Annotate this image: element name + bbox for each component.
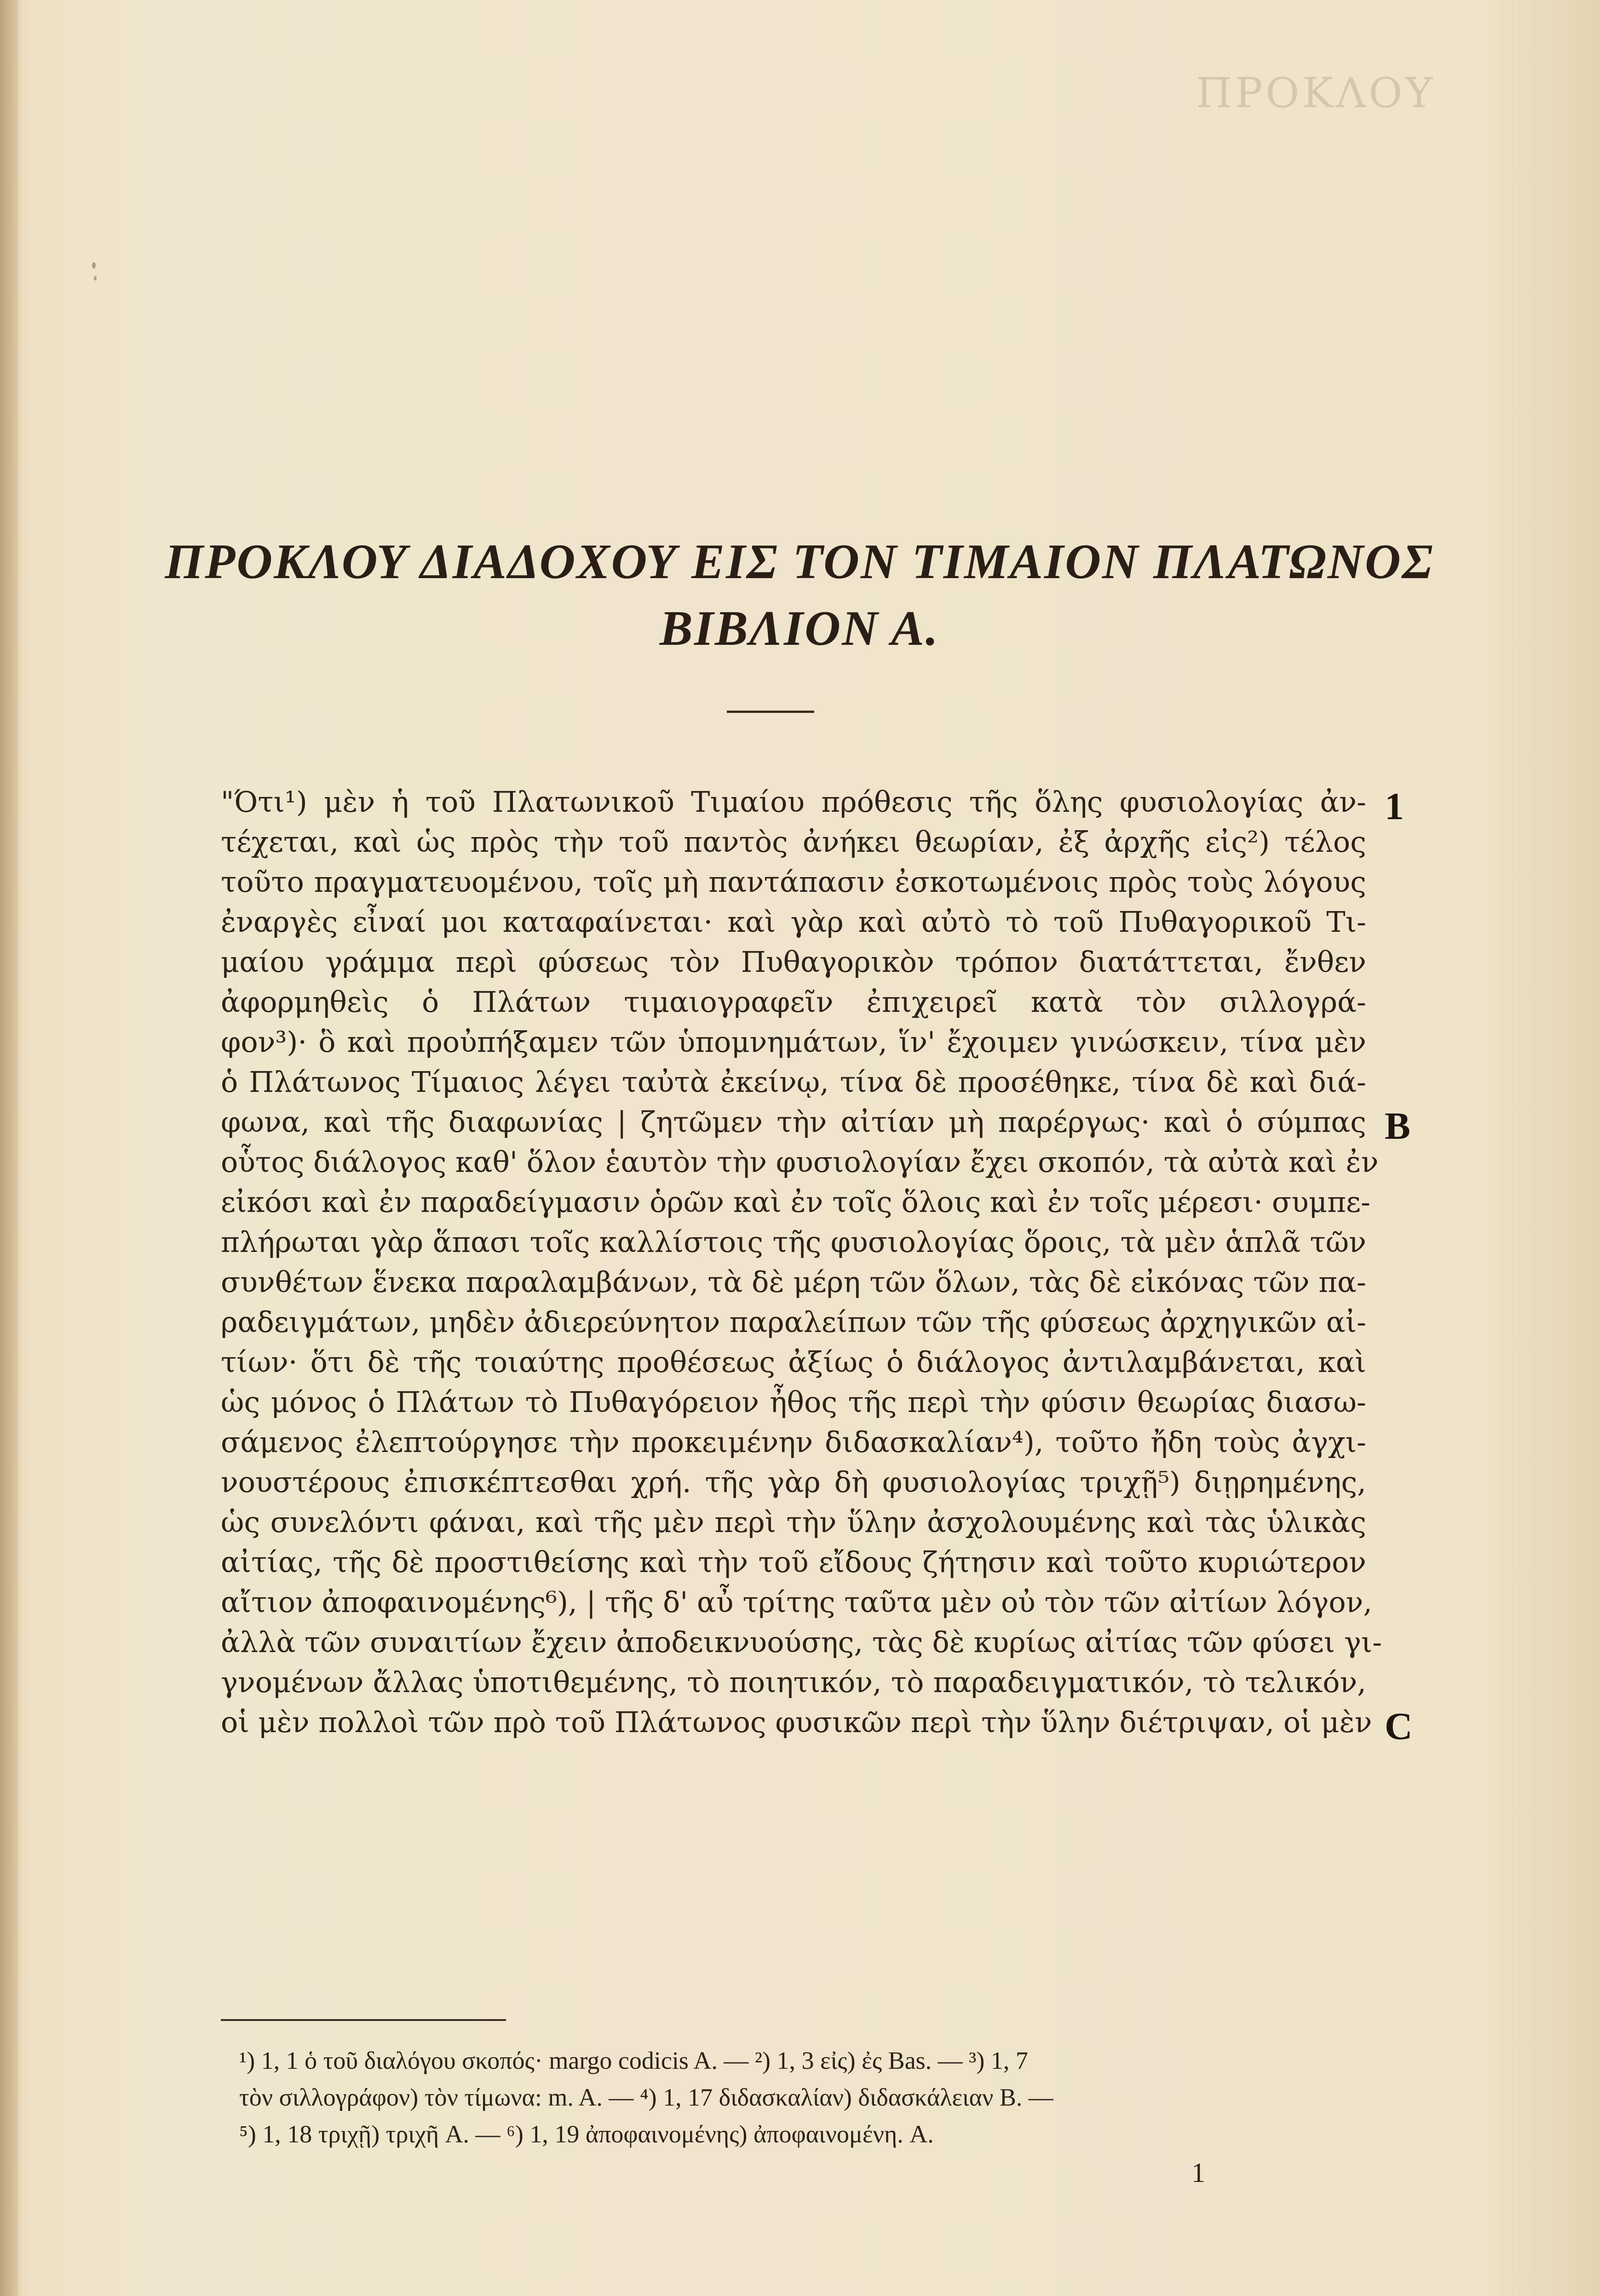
main-text bbox=[221, 782, 1382, 1742]
text-line: ὡς συνελόντι φάναι, καὶ τῆς μὲν περὶ τὴν ὕλην ἀσχολουμένης καὶ τὰς ὑλικὰς bbox=[221, 1505, 1366, 1539]
text-line: ἀφορμηθεὶς ὁ Πλάτων τιμαιογραφεῖν ἐπιχειρεῖ κατὰ τὸν σιλλογρά- bbox=[221, 985, 1366, 1019]
text-line: εἰκόσι καὶ ἐν παραδείγμασιν ὁρῶν καὶ ἐν τοῖς ὅλοις καὶ ἐν τοῖς μέρεσι· συμπε- bbox=[221, 1185, 1371, 1219]
paper-speck bbox=[94, 276, 97, 281]
margin-marker-c: C bbox=[1385, 1705, 1413, 1748]
bleed-through-label: ΠΡΟΚΛΟΥ bbox=[1196, 69, 1436, 117]
text-line: ραδειγμάτων, μηδὲν ἀδιερεύνητον παραλείπων τῶν τῆς φύσεως ἀρχηγικῶν αἰ- bbox=[221, 1305, 1366, 1339]
text-line: αἴτιον ἀποφαινομένης⁶), | τῆς δ' αὖ τρίτης ταῦτα μὲν οὐ τὸν τῶν αἰτίων λόγον, bbox=[221, 1585, 1373, 1619]
text-line: τέχεται, καὶ ὡς πρὸς τὴν τοῦ παντὸς ἀνήκει θεωρίαν, ἐξ ἀρχῆς εἰς²) τέλος bbox=[221, 825, 1366, 859]
footnote-rule bbox=[221, 2019, 506, 2021]
text-line: ὡς μόνος ὁ Πλάτων τὸ Πυθαγόρειον ἦθος τῆς περὶ τὴν φύσιν θεωρίας διασω- bbox=[221, 1385, 1366, 1419]
text-line: σάμενος ἐλεπτούργησε τὴν προκειμένην διδασκαλίαν⁴), τοῦτο ἤδη τοὺς ἀγχι- bbox=[221, 1425, 1366, 1459]
title-rule bbox=[727, 711, 814, 713]
text-line: πλήρωται γὰρ ἅπασι τοῖς καλλίστοις τῆς φυσιολογίας ὅροις, τὰ μὲν ἁπλᾶ τῶν bbox=[221, 1225, 1366, 1259]
margin-marker-b: B bbox=[1385, 1105, 1411, 1148]
footnotes bbox=[239, 2042, 1398, 2152]
text-line: γνομένων ἄλλας ὑποτιθεμένης, τὸ ποιητικόν, τὸ παραδειγματικόν, τὸ τελικόν, bbox=[221, 1665, 1366, 1699]
text-line: μαίου γράμμα περὶ φύσεως τὸν Πυθαγορικὸν τρόπον διατάττεται, ἔνθεν bbox=[221, 945, 1366, 979]
text-line: "Ότι¹) μὲν ἡ τοῦ Πλατωνικοῦ Τιμαίου πρόθεσις τῆς ὅλης φυσιολογίας ἀν- bbox=[221, 785, 1366, 819]
footnote-line: ⁵) 1, 18 τριχῇ) τριχῆ A. — ⁶) 1, 19 ἀποφαινομένης) ἀποφαινομένη. A. bbox=[239, 2120, 934, 2148]
book-spine-shadow bbox=[0, 0, 18, 2296]
text-line: ἐναργὲς εἶναί μοι καταφαίνεται· καὶ γὰρ καὶ αὐτὸ τὸ τοῦ Πυθαγορικοῦ Τι- bbox=[221, 905, 1366, 939]
paper-speck bbox=[92, 262, 96, 269]
text-line: ὁ Πλάτωνος Τίμαιος λέγει ταὐτὰ ἐκείνῳ, τίνα δὲ προσέθηκε, τίνα δὲ καὶ διά- bbox=[221, 1065, 1366, 1099]
text-line: συνθέτων ἕνεκα παραλαμβάνων, τὰ δὲ μέρη τῶν ὅλων, τὰς δὲ εἰκόνας τῶν πα- bbox=[221, 1265, 1366, 1299]
page-number: 1 bbox=[1191, 2158, 1205, 2188]
text-line: φωνα, καὶ τῆς διαφωνίας | ζητῶμεν τὴν αἰτίαν μὴ παρέργως· καὶ ὁ σύμπας bbox=[221, 1105, 1366, 1139]
title-line-1: ΠΡΟΚΛΟΥ ΔΙΑΔΟΧΟΥ ΕΙΣ ΤΟΝ ΤΙΜΑΙΟΝ ΠΛΑΤΩΝΟΣ bbox=[165, 534, 1434, 589]
footnote-line: τὸν σιλλογράφον) τὸν τίμωνα: m. A. — ⁴) 1, 17 διδασκαλίαν) διδασκάλειαν B. — bbox=[239, 2084, 1053, 2111]
text-line: αἰτίας, τῆς δὲ προστιθείσης καὶ τὴν τοῦ εἴδους ζήτησιν καὶ τοῦτο κυριώτερον bbox=[221, 1545, 1366, 1579]
margin-marker-1: 1 bbox=[1385, 785, 1404, 828]
bleed-through-text bbox=[1196, 69, 1518, 161]
text-line: νουστέρους ἐπισκέπτεσθαι χρή. τῆς γὰρ δὴ φυσιολογίας τριχῇ⁵) διῃρημένης, bbox=[221, 1465, 1366, 1499]
text-line: φον³)· ὃ καὶ προὐπήξαμεν τῶν ὑπομνημάτων, ἵν' ἔχοιμεν γινώσκειν, τίνα μὲν bbox=[221, 1025, 1366, 1059]
title-line-2: ΒΙΒΛΙΟΝ Α. bbox=[659, 601, 940, 656]
text-line: οὗτος διάλογος καθ' ὅλον ἑαυτὸν τὴν φυσιολογίαν ἔχει σκοπόν, τὰ αὐτὰ καὶ ἐν bbox=[221, 1145, 1379, 1179]
text-line: ἀλλὰ τῶν συναιτίων ἔχειν ἀποδεικνυούσης, τὰς δὲ κυρίως αἰτίας τῶν φύσει γι- bbox=[221, 1625, 1382, 1659]
text-line: τίων· ὅτι δὲ τῆς τοιαύτης προθέσεως ἀξίως ὁ διάλογος ἀντιλαμβάνεται, καὶ bbox=[221, 1345, 1366, 1379]
text-line: τοῦτο πραγματευομένου, τοῖς μὴ παντάπασιν ἐσκοτωμένοις πρὸς τοὺς λόγους bbox=[221, 865, 1366, 899]
footnote-line: ¹) 1, 1 ὁ τοῦ διαλόγου σκοπός· margo codicis A. — ²) 1, 3 εἰς) ἐς Bas. — ³) 1, 7 bbox=[239, 2047, 1028, 2074]
text-line: οἱ μὲν πολλοὶ τῶν πρὸ τοῦ Πλάτωνος φυσικῶν περὶ τὴν ὕλην διέτριψαν, οἱ μὲν bbox=[221, 1705, 1372, 1739]
